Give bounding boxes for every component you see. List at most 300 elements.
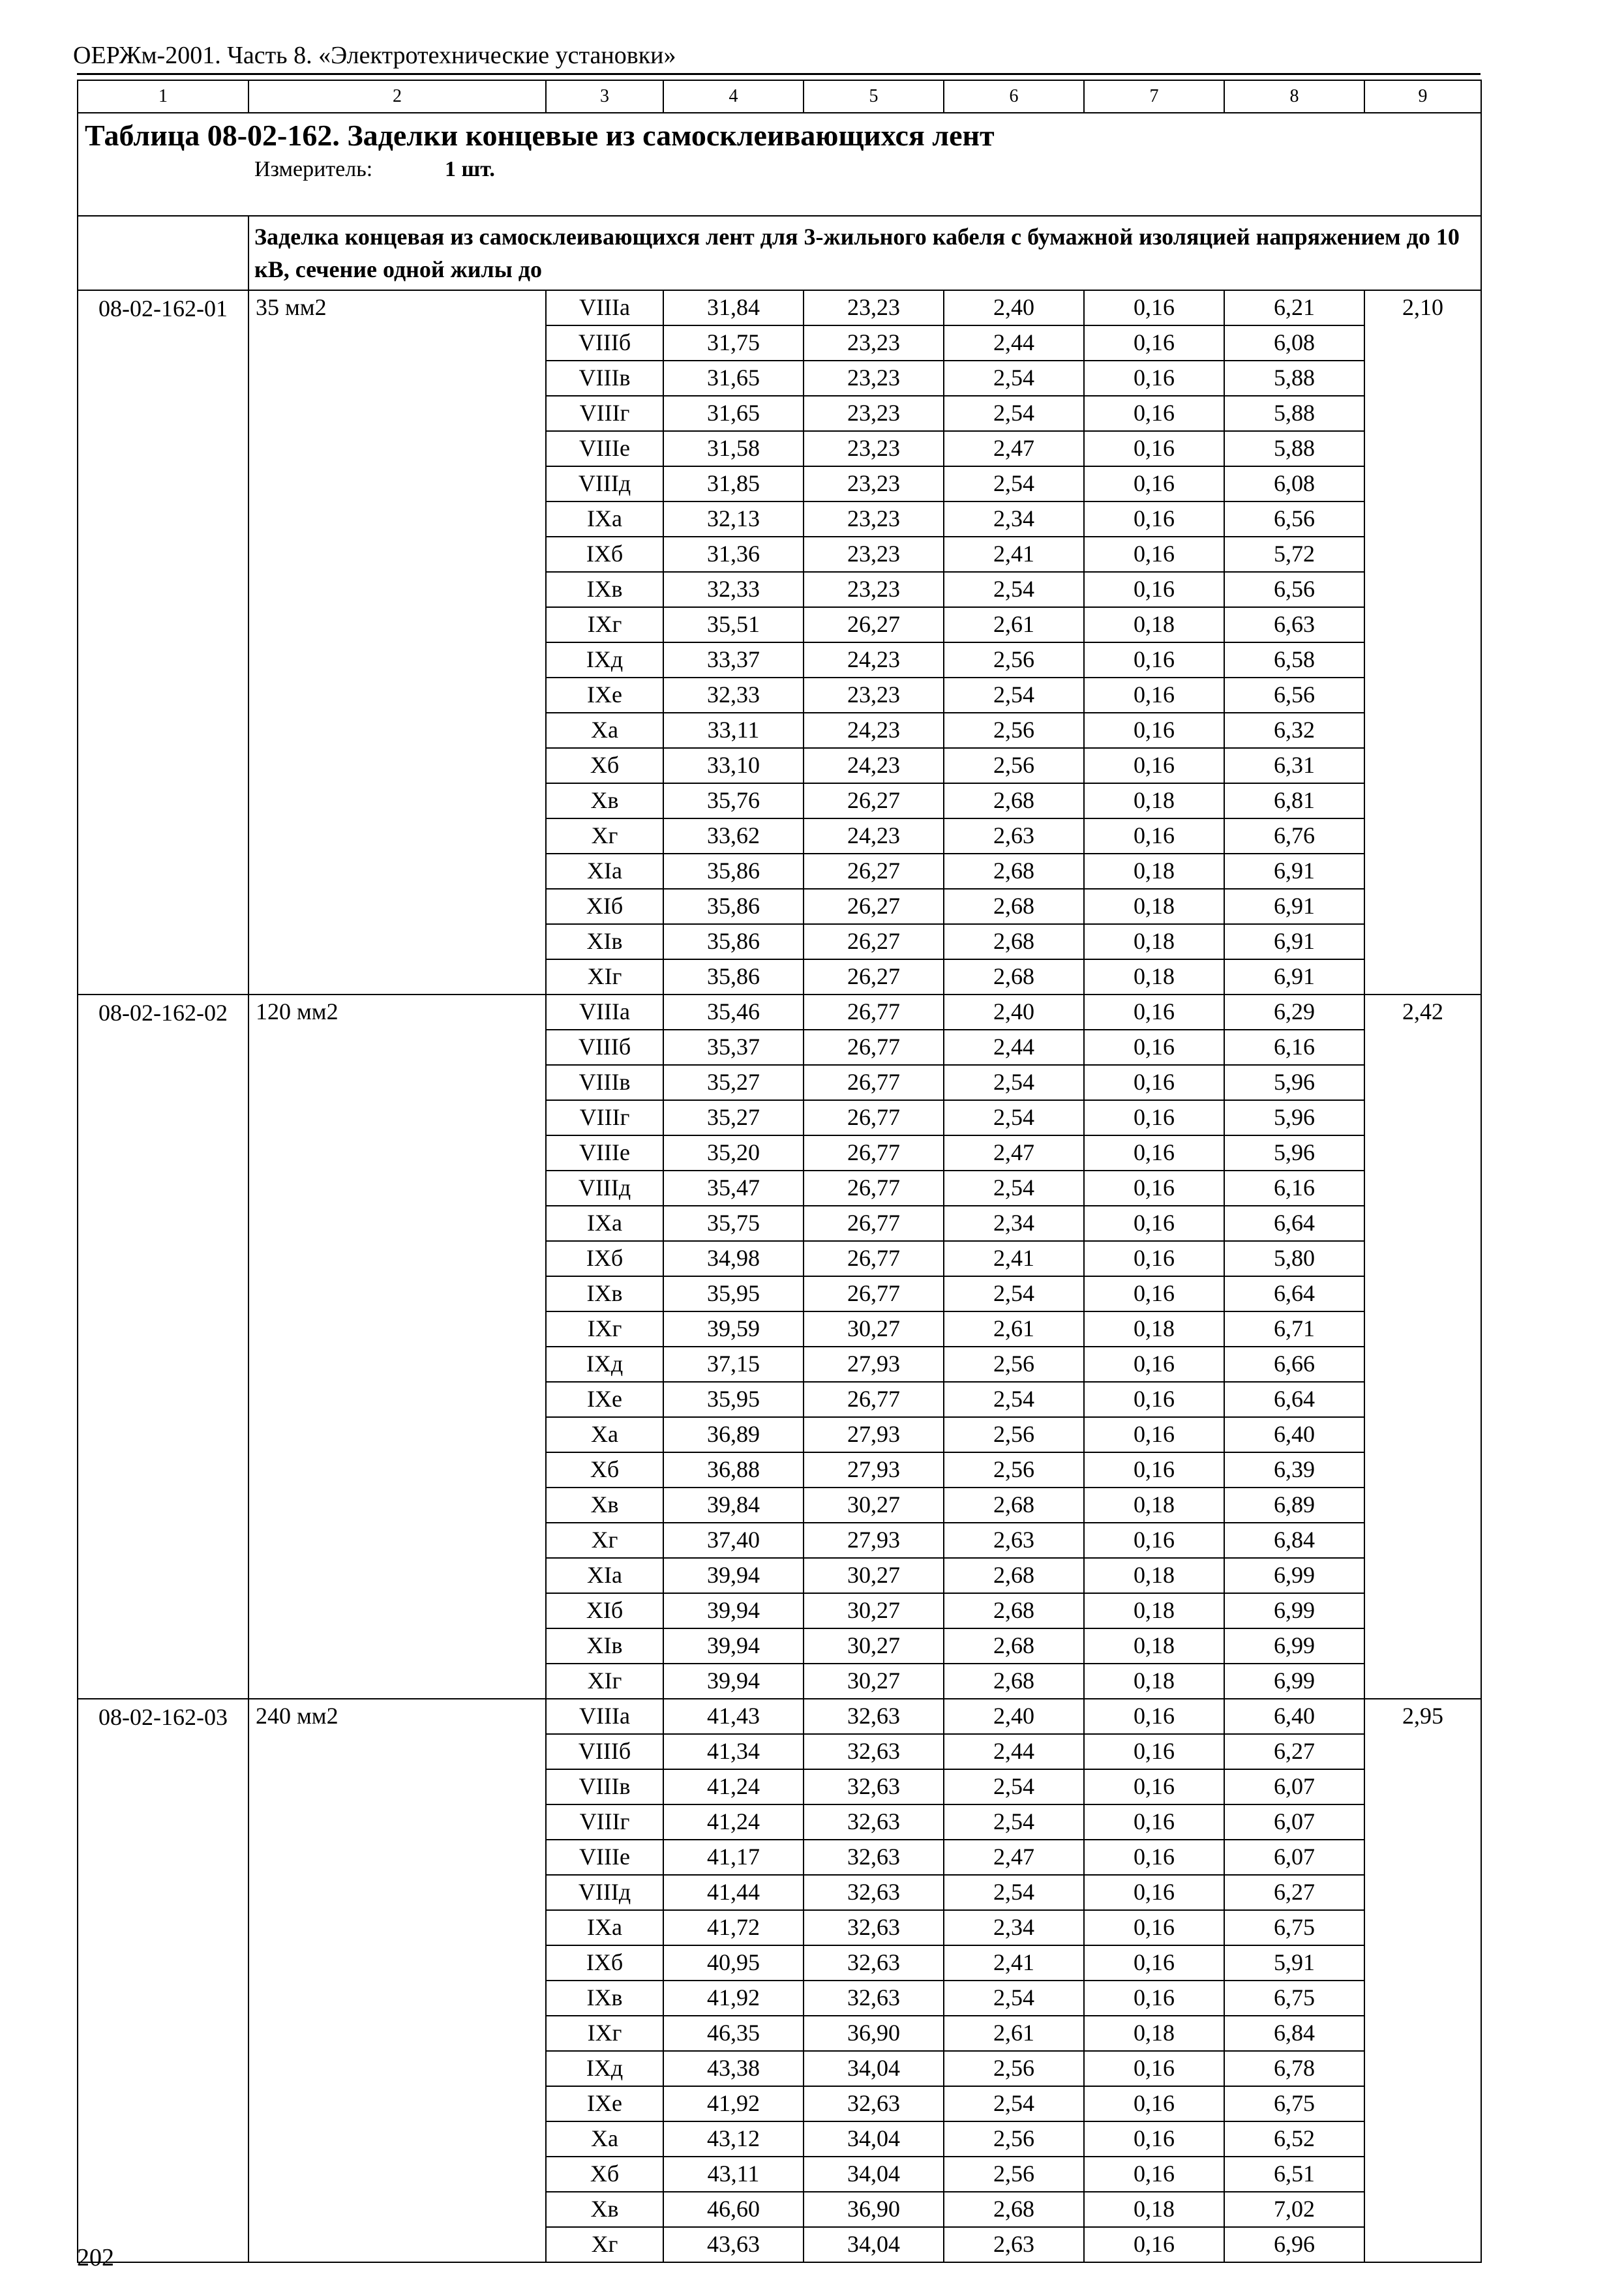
value-cell: 6,51 <box>1224 2157 1364 2192</box>
value-cell: 36,90 <box>804 2016 944 2051</box>
price-zone-cell: ХIб <box>546 1593 663 1628</box>
value-cell: 2,54 <box>944 1382 1084 1417</box>
value-cell: 26,77 <box>804 1100 944 1135</box>
header-divider <box>77 73 1481 75</box>
value-cell: 6,99 <box>1224 1593 1364 1628</box>
price-zone-cell: Хг <box>546 818 663 854</box>
value-cell: 23,23 <box>804 361 944 396</box>
value-cell: 26,77 <box>804 995 944 1030</box>
description-empty-cell <box>78 216 248 290</box>
value-cell: 35,75 <box>663 1206 804 1241</box>
column-number: 7 <box>1084 80 1224 113</box>
value-cell: 2,63 <box>944 818 1084 854</box>
value-cell: 6,56 <box>1224 501 1364 537</box>
value-cell: 6,71 <box>1224 1311 1364 1347</box>
value-cell: 0,18 <box>1084 889 1224 924</box>
value-cell: 2,34 <box>944 1206 1084 1241</box>
value-cell: 32,33 <box>663 572 804 607</box>
value-cell: 0,16 <box>1084 1347 1224 1382</box>
value-cell: 0,18 <box>1084 1558 1224 1593</box>
value-cell: 0,16 <box>1084 1241 1224 1276</box>
value-cell: 23,23 <box>804 537 944 572</box>
value-cell: 2,56 <box>944 1417 1084 1452</box>
price-zone-cell: Хб <box>546 748 663 783</box>
value-cell: 2,54 <box>944 361 1084 396</box>
price-zone-cell: IХв <box>546 1981 663 2016</box>
price-zone-cell: ХIв <box>546 1628 663 1664</box>
value-cell: 0,16 <box>1084 466 1224 501</box>
price-zone-cell: VIIIе <box>546 1840 663 1875</box>
value-cell: 31,75 <box>663 325 804 361</box>
value-cell: 35,51 <box>663 607 804 642</box>
value-cell: 0,16 <box>1084 1135 1224 1171</box>
value-cell: 0,16 <box>1084 1171 1224 1206</box>
price-zone-cell: Ха <box>546 713 663 748</box>
value-cell: 32,63 <box>804 1840 944 1875</box>
price-zone-cell: IХг <box>546 1311 663 1347</box>
value-cell: 2,68 <box>944 783 1084 818</box>
value-cell: 33,62 <box>663 818 804 854</box>
value-cell: 0,16 <box>1084 1276 1224 1311</box>
column-number: 9 <box>1364 80 1481 113</box>
price-zone-cell: IХб <box>546 537 663 572</box>
cable-section: 240 мм2 <box>248 1699 546 2262</box>
value-cell: 6,66 <box>1224 1347 1364 1382</box>
value-cell: 32,63 <box>804 1875 944 1910</box>
value-cell: 0,16 <box>1084 501 1224 537</box>
price-zone-cell: IХе <box>546 2086 663 2121</box>
value-cell: 26,27 <box>804 607 944 642</box>
value-cell: 0,16 <box>1084 1734 1224 1769</box>
value-cell: 0,16 <box>1084 1945 1224 1981</box>
page-number: 202 <box>77 2244 114 2271</box>
price-zone-cell: Хб <box>546 1452 663 1488</box>
value-cell: 6,07 <box>1224 1769 1364 1804</box>
value-cell: 2,54 <box>944 1804 1084 1840</box>
value-cell: 41,24 <box>663 1769 804 1804</box>
value-cell: 0,16 <box>1084 678 1224 713</box>
value-cell: 0,16 <box>1084 290 1224 325</box>
value-cell: 2,47 <box>944 1840 1084 1875</box>
value-cell: 41,72 <box>663 1910 804 1945</box>
value-cell: 0,16 <box>1084 361 1224 396</box>
price-zone-cell: VIIIб <box>546 1734 663 1769</box>
value-cell: 40,95 <box>663 1945 804 1981</box>
price-zone-cell: IХа <box>546 501 663 537</box>
value-cell: 6,07 <box>1224 1840 1364 1875</box>
value-cell: 2,56 <box>944 2051 1084 2086</box>
value-cell: 30,27 <box>804 1311 944 1347</box>
value-cell: 2,56 <box>944 1347 1084 1382</box>
value-cell: 43,11 <box>663 2157 804 2192</box>
value-cell: 0,18 <box>1084 2192 1224 2227</box>
value-cell: 39,84 <box>663 1488 804 1523</box>
value-cell: 0,16 <box>1084 572 1224 607</box>
value-cell: 0,18 <box>1084 1628 1224 1664</box>
value-cell: 2,68 <box>944 1628 1084 1664</box>
value-cell: 0,16 <box>1084 1206 1224 1241</box>
price-zone-cell: Хв <box>546 1488 663 1523</box>
value-cell: 2,56 <box>944 748 1084 783</box>
value-cell: 2,56 <box>944 2157 1084 2192</box>
value-cell: 6,99 <box>1224 1558 1364 1593</box>
table-title: Таблица 08-02-162. Заделки концевые из самосклеивающихся лент <box>85 119 995 152</box>
value-cell: 6,91 <box>1224 924 1364 959</box>
value-cell: 6,81 <box>1224 783 1364 818</box>
price-zone-cell: Хб <box>546 2157 663 2192</box>
value-cell: 34,98 <box>663 1241 804 1276</box>
value-cell: 26,27 <box>804 854 944 889</box>
value-cell: 0,16 <box>1084 1699 1224 1734</box>
value-cell: 41,92 <box>663 2086 804 2121</box>
value-cell: 27,93 <box>804 1347 944 1382</box>
value-cell: 2,54 <box>944 1981 1084 2016</box>
value-cell: 34,04 <box>804 2051 944 2086</box>
value-cell: 37,40 <box>663 1523 804 1558</box>
value-cell: 35,20 <box>663 1135 804 1171</box>
value-cell: 0,16 <box>1084 537 1224 572</box>
value-cell: 2,68 <box>944 1593 1084 1628</box>
value-cell: 6,64 <box>1224 1276 1364 1311</box>
value-cell: 41,24 <box>663 1804 804 1840</box>
value-cell: 6,75 <box>1224 1910 1364 1945</box>
price-zone-cell: IХб <box>546 1945 663 1981</box>
value-cell: 2,68 <box>944 1664 1084 1699</box>
value-cell: 32,13 <box>663 501 804 537</box>
value-cell: 32,63 <box>804 1769 944 1804</box>
value-cell: 2,68 <box>944 1558 1084 1593</box>
price-zone-cell: VIIIв <box>546 361 663 396</box>
value-cell: 6,16 <box>1224 1171 1364 1206</box>
price-zone-cell: VIIIг <box>546 396 663 431</box>
price-zone-cell: IХе <box>546 1382 663 1417</box>
value-cell: 2,54 <box>944 1171 1084 1206</box>
value-cell: 26,27 <box>804 959 944 995</box>
value-cell: 6,99 <box>1224 1628 1364 1664</box>
value-cell: 0,16 <box>1084 2227 1224 2262</box>
value-cell: 30,27 <box>804 1628 944 1664</box>
value-cell: 33,10 <box>663 748 804 783</box>
value-cell: 0,18 <box>1084 1593 1224 1628</box>
table-row <box>78 1699 1481 1734</box>
value-cell: 5,80 <box>1224 1241 1364 1276</box>
value-cell: 36,90 <box>804 2192 944 2227</box>
value-cell: 2,47 <box>944 431 1084 466</box>
value-cell: 2,54 <box>944 1276 1084 1311</box>
value-cell: 2,54 <box>944 1100 1084 1135</box>
value-cell: 30,27 <box>804 1488 944 1523</box>
value-cell: 32,63 <box>804 1945 944 1981</box>
value-cell: 32,63 <box>804 1804 944 1840</box>
value-cell: 5,72 <box>1224 537 1364 572</box>
value-cell: 32,63 <box>804 1734 944 1769</box>
value-cell: 31,36 <box>663 537 804 572</box>
value-cell: 39,94 <box>663 1593 804 1628</box>
page-header-title: ОЕРЖм-2001. Часть 8. «Электротехнические установки» <box>73 42 676 69</box>
rate-code: 08-02-162-03 <box>78 1699 248 2262</box>
column-9-value: 2,42 <box>1364 995 1481 1699</box>
value-cell: 2,56 <box>944 642 1084 678</box>
value-cell: 39,94 <box>663 1664 804 1699</box>
value-cell: 2,68 <box>944 959 1084 995</box>
value-cell: 0,18 <box>1084 1664 1224 1699</box>
price-zone-cell: IХд <box>546 642 663 678</box>
price-zone-cell: IХд <box>546 1347 663 1382</box>
value-cell: 2,44 <box>944 1030 1084 1065</box>
table-row <box>78 995 1481 1030</box>
value-cell: 23,23 <box>804 325 944 361</box>
value-cell: 0,16 <box>1084 2121 1224 2157</box>
rates-table <box>77 80 1482 2263</box>
value-cell: 24,23 <box>804 642 944 678</box>
price-zone-cell: VIIIе <box>546 1135 663 1171</box>
value-cell: 0,16 <box>1084 2157 1224 2192</box>
table-title-row <box>78 113 1481 216</box>
value-cell: 35,76 <box>663 783 804 818</box>
value-cell: 0,16 <box>1084 1910 1224 1945</box>
column-number: 2 <box>248 80 546 113</box>
value-cell: 43,63 <box>663 2227 804 2262</box>
value-cell: 0,16 <box>1084 748 1224 783</box>
value-cell: 6,63 <box>1224 607 1364 642</box>
cable-section: 35 мм2 <box>248 290 546 995</box>
value-cell: 6,75 <box>1224 1981 1364 2016</box>
value-cell: 6,64 <box>1224 1206 1364 1241</box>
value-cell: 5,88 <box>1224 361 1364 396</box>
value-cell: 23,23 <box>804 290 944 325</box>
price-zone-cell: IХа <box>546 1206 663 1241</box>
value-cell: 0,16 <box>1084 1804 1224 1840</box>
value-cell: 5,96 <box>1224 1100 1364 1135</box>
price-zone-cell: VIIIа <box>546 1699 663 1734</box>
value-cell: 0,16 <box>1084 1030 1224 1065</box>
price-zone-cell: Хг <box>546 2227 663 2262</box>
value-cell: 6,56 <box>1224 572 1364 607</box>
price-zone-cell: VIIIа <box>546 995 663 1030</box>
price-zone-cell: Ха <box>546 2121 663 2157</box>
value-cell: 2,54 <box>944 2086 1084 2121</box>
value-cell: 2,68 <box>944 924 1084 959</box>
value-cell: 0,16 <box>1084 1981 1224 2016</box>
value-cell: 2,68 <box>944 854 1084 889</box>
value-cell: 6,07 <box>1224 1804 1364 1840</box>
value-cell: 2,56 <box>944 2121 1084 2157</box>
price-zone-cell: ХIв <box>546 924 663 959</box>
value-cell: 0,16 <box>1084 1875 1224 1910</box>
value-cell: 0,16 <box>1084 818 1224 854</box>
value-cell: 2,63 <box>944 1523 1084 1558</box>
value-cell: 6,08 <box>1224 325 1364 361</box>
value-cell: 6,39 <box>1224 1452 1364 1488</box>
value-cell: 36,89 <box>663 1417 804 1452</box>
value-cell: 2,40 <box>944 995 1084 1030</box>
value-cell: 26,77 <box>804 1030 944 1065</box>
table-title-cell <box>78 113 1481 216</box>
value-cell: 0,18 <box>1084 783 1224 818</box>
value-cell: 0,18 <box>1084 854 1224 889</box>
value-cell: 24,23 <box>804 713 944 748</box>
value-cell: 6,29 <box>1224 995 1364 1030</box>
value-cell: 35,47 <box>663 1171 804 1206</box>
value-cell: 35,46 <box>663 995 804 1030</box>
value-cell: 26,27 <box>804 924 944 959</box>
value-cell: 6,84 <box>1224 2016 1364 2051</box>
value-cell: 2,56 <box>944 1452 1084 1488</box>
value-cell: 2,40 <box>944 290 1084 325</box>
value-cell: 37,15 <box>663 1347 804 1382</box>
price-zone-cell: Хв <box>546 2192 663 2227</box>
price-zone-cell: VIIIв <box>546 1769 663 1804</box>
value-cell: 2,34 <box>944 1910 1084 1945</box>
rate-code: 08-02-162-02 <box>78 995 248 1699</box>
rate-code: 08-02-162-01 <box>78 290 248 995</box>
value-cell: 6,99 <box>1224 1664 1364 1699</box>
value-cell: 0,16 <box>1084 1382 1224 1417</box>
table-row <box>78 290 1481 325</box>
value-cell: 26,77 <box>804 1065 944 1100</box>
value-cell: 33,11 <box>663 713 804 748</box>
value-cell: 0,16 <box>1084 1100 1224 1135</box>
value-cell: 43,12 <box>663 2121 804 2157</box>
value-cell: 2,54 <box>944 1875 1084 1910</box>
value-cell: 6,27 <box>1224 1734 1364 1769</box>
value-cell: 36,88 <box>663 1452 804 1488</box>
value-cell: 2,61 <box>944 1311 1084 1347</box>
value-cell: 2,54 <box>944 572 1084 607</box>
price-zone-cell: VIIIг <box>546 1804 663 1840</box>
value-cell: 41,44 <box>663 1875 804 1910</box>
value-cell: 27,93 <box>804 1452 944 1488</box>
value-cell: 0,16 <box>1084 713 1224 748</box>
value-cell: 0,16 <box>1084 1065 1224 1100</box>
value-cell: 32,63 <box>804 1699 944 1734</box>
value-cell: 5,96 <box>1224 1135 1364 1171</box>
value-cell: 35,86 <box>663 889 804 924</box>
value-cell: 0,16 <box>1084 642 1224 678</box>
value-cell: 6,89 <box>1224 1488 1364 1523</box>
value-cell: 2,54 <box>944 466 1084 501</box>
price-zone-cell: Хв <box>546 783 663 818</box>
value-cell: 5,96 <box>1224 1065 1364 1100</box>
price-zone-cell: VIIIв <box>546 1065 663 1100</box>
meter-value: 1 шт. <box>445 157 495 181</box>
value-cell: 35,27 <box>663 1100 804 1135</box>
price-zone-cell: ХIа <box>546 1558 663 1593</box>
value-cell: 0,18 <box>1084 1311 1224 1347</box>
value-cell: 35,95 <box>663 1276 804 1311</box>
value-cell: 6,96 <box>1224 2227 1364 2262</box>
price-zone-cell: IХа <box>546 1910 663 1945</box>
value-cell: 41,17 <box>663 1840 804 1875</box>
value-cell: 2,44 <box>944 325 1084 361</box>
value-cell: 39,94 <box>663 1628 804 1664</box>
meter-label: Измеритель: <box>254 157 373 181</box>
value-cell: 26,77 <box>804 1206 944 1241</box>
value-cell: 35,95 <box>663 1382 804 1417</box>
value-cell: 31,58 <box>663 431 804 466</box>
price-zone-cell: VIIIб <box>546 325 663 361</box>
value-cell: 0,16 <box>1084 995 1224 1030</box>
value-cell: 34,04 <box>804 2227 944 2262</box>
price-zone-cell: IХг <box>546 2016 663 2051</box>
value-cell: 6,64 <box>1224 1382 1364 1417</box>
value-cell: 6,75 <box>1224 2086 1364 2121</box>
value-cell: 41,34 <box>663 1734 804 1769</box>
value-cell: 2,54 <box>944 678 1084 713</box>
value-cell: 0,18 <box>1084 959 1224 995</box>
value-cell: 0,16 <box>1084 1523 1224 1558</box>
value-cell: 6,56 <box>1224 678 1364 713</box>
price-zone-cell: VIIIд <box>546 1171 663 1206</box>
value-cell: 7,02 <box>1224 2192 1364 2227</box>
column-number: 8 <box>1224 80 1364 113</box>
value-cell: 0,16 <box>1084 1769 1224 1804</box>
value-cell: 24,23 <box>804 818 944 854</box>
value-cell: 35,86 <box>663 854 804 889</box>
value-cell: 6,78 <box>1224 2051 1364 2086</box>
value-cell: 35,86 <box>663 924 804 959</box>
value-cell: 32,63 <box>804 1981 944 2016</box>
value-cell: 23,23 <box>804 501 944 537</box>
value-cell: 30,27 <box>804 1558 944 1593</box>
value-cell: 6,76 <box>1224 818 1364 854</box>
value-cell: 2,54 <box>944 1769 1084 1804</box>
value-cell: 0,16 <box>1084 2086 1224 2121</box>
value-cell: 6,91 <box>1224 854 1364 889</box>
value-cell: 0,16 <box>1084 2051 1224 2086</box>
value-cell: 6,16 <box>1224 1030 1364 1065</box>
value-cell: 30,27 <box>804 1593 944 1628</box>
value-cell: 0,18 <box>1084 2016 1224 2051</box>
value-cell: 6,31 <box>1224 748 1364 783</box>
column-number: 1 <box>78 80 248 113</box>
value-cell: 24,23 <box>804 748 944 783</box>
value-cell: 6,40 <box>1224 1417 1364 1452</box>
column-number: 3 <box>546 80 663 113</box>
value-cell: 2,54 <box>944 396 1084 431</box>
price-zone-cell: Хг <box>546 1523 663 1558</box>
value-cell: 26,27 <box>804 889 944 924</box>
value-cell: 26,77 <box>804 1135 944 1171</box>
value-cell: 2,68 <box>944 2192 1084 2227</box>
value-cell: 2,54 <box>944 1065 1084 1100</box>
value-cell: 26,77 <box>804 1171 944 1206</box>
value-cell: 23,23 <box>804 466 944 501</box>
value-cell: 6,91 <box>1224 889 1364 924</box>
value-cell: 0,18 <box>1084 1488 1224 1523</box>
value-cell: 2,56 <box>944 713 1084 748</box>
price-zone-cell: IХд <box>546 2051 663 2086</box>
price-zone-cell: VIIIе <box>546 431 663 466</box>
table-description: Заделка концевая из самосклеивающихся лент для 3-жильного кабеля с бумажной изоляцией напряжением до 10 кВ, сечение одной жилы до <box>248 216 1481 290</box>
column-number: 6 <box>944 80 1084 113</box>
value-cell: 2,40 <box>944 1699 1084 1734</box>
value-cell: 2,68 <box>944 889 1084 924</box>
price-zone-cell: IХб <box>546 1241 663 1276</box>
value-cell: 6,84 <box>1224 1523 1364 1558</box>
value-cell: 31,65 <box>663 361 804 396</box>
value-cell: 23,23 <box>804 572 944 607</box>
value-cell: 2,44 <box>944 1734 1084 1769</box>
value-cell: 23,23 <box>804 431 944 466</box>
value-cell: 32,63 <box>804 1910 944 1945</box>
value-cell: 0,16 <box>1084 1417 1224 1452</box>
value-cell: 0,18 <box>1084 607 1224 642</box>
value-cell: 2,68 <box>944 1488 1084 1523</box>
value-cell: 23,23 <box>804 396 944 431</box>
value-cell: 6,21 <box>1224 290 1364 325</box>
price-zone-cell: VIIIб <box>546 1030 663 1065</box>
